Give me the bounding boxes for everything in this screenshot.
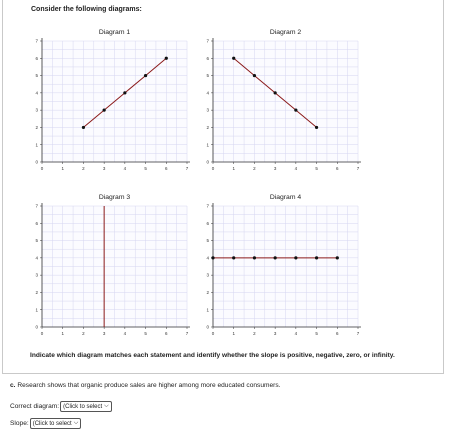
x-tick-label: 5 bbox=[144, 331, 147, 336]
slope-row bbox=[10, 418, 81, 429]
diagram-4-svg bbox=[196, 187, 373, 342]
x-tick-label: 5 bbox=[315, 166, 318, 171]
y-tick-label: 0 bbox=[206, 324, 209, 330]
data-point bbox=[82, 126, 85, 129]
data-point bbox=[274, 91, 277, 94]
data-point bbox=[315, 126, 318, 129]
x-tick-label: 2 bbox=[82, 166, 85, 171]
y-tick-label: 4 bbox=[206, 90, 209, 96]
x-tick-label: 7 bbox=[185, 331, 189, 336]
data-point bbox=[294, 109, 297, 112]
x-tick-label: 3 bbox=[102, 166, 106, 171]
y-tick-label: 3 bbox=[206, 272, 209, 278]
y-tick-label: 2 bbox=[35, 125, 38, 131]
instruction-text: Indicate which diagram matches each statement and identify whether the slope is positive, negative, zero, or infinity. bbox=[30, 352, 395, 359]
x-tick-label: 6 bbox=[165, 331, 168, 336]
x-tick-label: 7 bbox=[356, 331, 360, 336]
diagram-4-chart bbox=[196, 187, 373, 342]
y-tick-label: 6 bbox=[35, 220, 38, 226]
y-tick-label: 1 bbox=[206, 142, 209, 148]
slope-select-text: (Click to select bbox=[32, 420, 72, 427]
x-tick-label: 3 bbox=[273, 166, 277, 171]
x-tick-label: 1 bbox=[61, 331, 64, 336]
data-point bbox=[253, 74, 256, 77]
y-tick-label: 5 bbox=[206, 238, 209, 244]
y-tick-label: 6 bbox=[206, 55, 209, 61]
x-tick-label: 6 bbox=[336, 166, 339, 171]
x-tick-label: 4 bbox=[123, 166, 127, 171]
diagram-3-svg bbox=[25, 187, 202, 342]
x-tick-label: 2 bbox=[82, 331, 85, 336]
x-tick-label: 7 bbox=[356, 166, 360, 171]
x-tick-label: 1 bbox=[232, 166, 235, 171]
x-tick-label: 1 bbox=[61, 166, 64, 171]
data-point bbox=[211, 256, 214, 259]
y-tick-label: 2 bbox=[35, 290, 38, 296]
data-point bbox=[232, 57, 235, 60]
diagram-1-svg bbox=[25, 22, 202, 177]
diagram-2-chart bbox=[196, 22, 373, 177]
slope-label: Slope: bbox=[10, 420, 29, 427]
chart-title: Diagram 1 bbox=[98, 29, 131, 36]
diagram-3-chart bbox=[25, 187, 202, 342]
x-tick-label: 1 bbox=[232, 331, 235, 336]
x-tick-label: 5 bbox=[144, 166, 147, 171]
correct-diagram-select[interactable] bbox=[60, 401, 112, 412]
data-point bbox=[165, 57, 168, 60]
y-tick-label: 4 bbox=[35, 255, 38, 261]
y-tick-label: 7 bbox=[206, 203, 209, 209]
x-tick-label: 0 bbox=[40, 331, 44, 336]
y-tick-label: 2 bbox=[206, 125, 209, 131]
data-point bbox=[232, 256, 235, 259]
x-tick-label: 4 bbox=[294, 166, 298, 171]
data-point bbox=[144, 74, 147, 77]
y-tick-label: 1 bbox=[35, 307, 38, 313]
chart-title: Diagram 3 bbox=[98, 194, 131, 201]
y-tick-label: 1 bbox=[35, 142, 38, 148]
chart-title: Diagram 4 bbox=[269, 194, 302, 201]
chart-title: Diagram 2 bbox=[269, 29, 302, 36]
x-tick-label: 2 bbox=[253, 331, 256, 336]
x-tick-label: 0 bbox=[211, 166, 215, 171]
intro-text: Consider the following diagrams: bbox=[31, 6, 142, 13]
data-point bbox=[253, 256, 256, 259]
y-tick-label: 3 bbox=[35, 107, 38, 113]
x-tick-label: 4 bbox=[294, 331, 298, 336]
data-point bbox=[336, 256, 339, 259]
y-tick-label: 1 bbox=[206, 307, 209, 313]
x-tick-label: 0 bbox=[40, 166, 44, 171]
y-tick-label: 3 bbox=[35, 272, 38, 278]
y-tick-label: 5 bbox=[35, 238, 38, 244]
x-tick-label: 6 bbox=[336, 331, 339, 336]
y-tick-label: 3 bbox=[206, 107, 209, 113]
correct-diagram-select-text: (Click to select bbox=[63, 403, 103, 410]
correct-diagram-row bbox=[10, 401, 112, 412]
y-tick-label: 7 bbox=[206, 38, 209, 44]
data-point bbox=[274, 256, 277, 259]
x-tick-label: 2 bbox=[253, 166, 256, 171]
question-text: Research shows that organic produce sales are higher among more educated consumers. bbox=[17, 382, 281, 389]
y-tick-label: 6 bbox=[206, 220, 209, 226]
chevron-down-icon: ⌵ bbox=[104, 403, 109, 409]
y-tick-label: 5 bbox=[206, 73, 209, 79]
x-tick-label: 3 bbox=[273, 331, 277, 336]
diagram-1-chart bbox=[25, 22, 202, 177]
x-tick-label: 3 bbox=[102, 331, 106, 336]
slope-select[interactable] bbox=[30, 418, 82, 429]
y-tick-label: 0 bbox=[35, 324, 38, 330]
question-letter: c. bbox=[10, 382, 16, 389]
y-tick-label: 2 bbox=[206, 290, 209, 296]
chevron-down-icon: ⌵ bbox=[73, 420, 79, 426]
x-tick-label: 0 bbox=[211, 331, 215, 336]
diagram-2-svg bbox=[196, 22, 373, 177]
y-tick-label: 4 bbox=[206, 255, 209, 261]
y-tick-label: 4 bbox=[35, 90, 38, 96]
question-statement bbox=[10, 382, 281, 389]
y-tick-label: 7 bbox=[35, 38, 38, 44]
y-tick-label: 0 bbox=[206, 159, 209, 165]
y-tick-label: 6 bbox=[35, 55, 38, 61]
y-tick-label: 7 bbox=[35, 203, 38, 209]
y-tick-label: 0 bbox=[35, 159, 38, 165]
y-tick-label: 5 bbox=[35, 73, 38, 79]
x-tick-label: 5 bbox=[315, 331, 318, 336]
data-point bbox=[315, 256, 318, 259]
data-point bbox=[103, 109, 106, 112]
x-tick-label: 6 bbox=[165, 166, 168, 171]
x-tick-label: 4 bbox=[123, 331, 127, 336]
x-tick-label: 7 bbox=[185, 166, 189, 171]
data-point bbox=[294, 256, 297, 259]
correct-diagram-label: Correct diagram: bbox=[10, 403, 60, 410]
data-point bbox=[123, 91, 126, 94]
